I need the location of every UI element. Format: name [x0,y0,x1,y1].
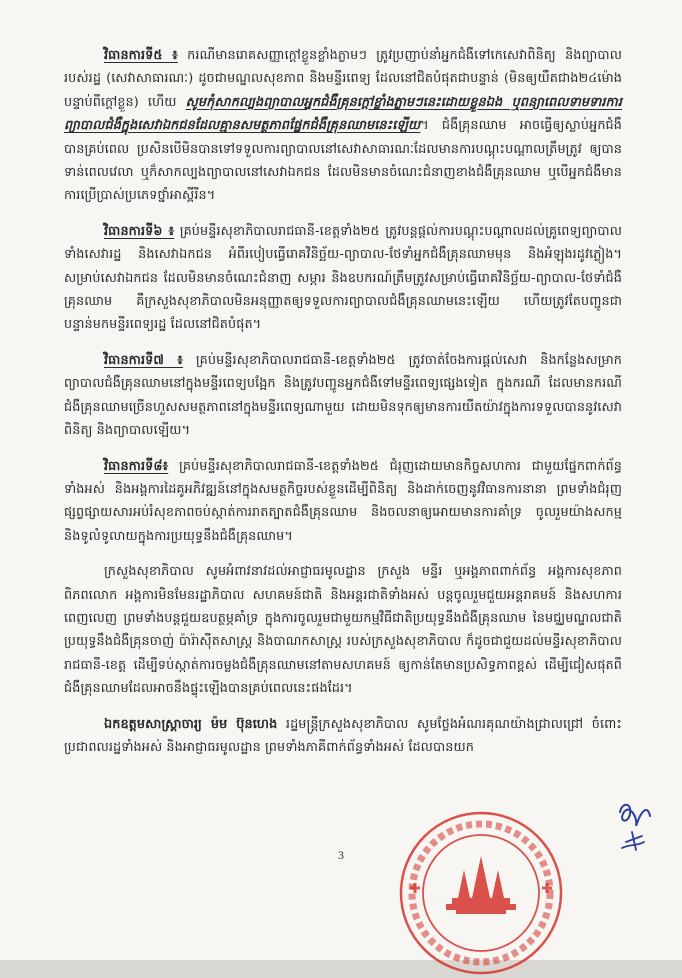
paragraph-measure-6 [64,220,622,337]
measure-6-heading: វិធានការទី៦ ៖ [104,223,175,239]
paragraph-measure-7 [64,349,622,443]
measure-7-heading: វិធានការទី៧ ៖ [104,352,183,368]
ministry-seal-stamp [396,808,566,978]
appeal-text: ក្រសួងសុខាភិបាល សូមអំពាវនាវដល់អាជ្ញាធរមូលដ្ឋាន ក្រសួង មន្ទីរ ឬអង្គភាពពាក់ព័ន្ធ អង្គការសុខភាពពិភពលោក អង្គការមិនមែនរដ្ឋាភិបាល សហគមន៍ជាតិ និងអន្តរជាតិទាំងអស់ បន្តចូលរួមជួយអន្តរាគមន៍ និងសហការពេញលេញ ព្រមទាំងបន្តជួយឧបត្ថម្ភគាំទ្រ ក្នុងការចូលរួមជាមួយកម្មវិធីជាតិប្រយុទ្ធនឹងជំងឺគ្រុនឈាម នៃមជ្ឈមណ្ឌលជាតិប្រយុទ្ធនឹងជំងឺគ្រុនចាញ់ ប៉ារ៉ាស៊ីតសាស្ត្រ និងបាណកសាស្ត្រ របស់ក្រសួងសុខាភិបាល ក៏ដូចជាជួយដល់មន្ទីរសុខាភិបាលរាជធានី-ខេត្ត ដើម្បីទប់ស្កាត់ការចម្លងជំងឺគ្រុនឈាមនៅតាមសហគមន៍ ឲ្យកាន់តែមានប្រសិទ្ធភាពខ្ពស់ ដើម្បីជៀសផុតពីជំងឺគ្រុនឈាមដែលអាចនឹងផ្ទុះឡើងបានគ្រប់ពេលនេះផងដែរ។ [64,564,622,697]
paragraph-measure-8 [64,455,622,549]
measure-5-heading: វិធានការទី៥ ៖ [104,48,178,63]
measure-8-text: គ្រប់មន្ទីរសុខាភិបាលរាជធានី-ខេត្តទាំង២៥ ជំរុញដោយមានកិច្ចសហការ ជាមួយផ្នែកពាក់ព័ន្ធទាំងអស់ និងអង្គការដៃគូអភិវឌ្ឍន៍នៅក្នុងសមត្ថកិច្ចរបស់ខ្លួនដើម្បីពិនិត្យ និងដាក់ចេញនូវវិធានការនានា ព្រមទាំងជំរុញផ្សព្វផ្សាយសារអប់រំសុខភាពចប់ស្កាត់ការរាតត្បាតជំងឺគ្រុនឈាម និងចលនាឲ្យអោយមានការគាំទ្រ ចូលរួមយ៉ាងសកម្ម និងទូលំទូលាយក្នុងការប្រយុទ្ធនឹងជំងឺគ្រុនឈាម។ [64,458,622,544]
paragraph-measure-5 [64,44,622,208]
thanks-text: រដ្ឋមន្ត្រីក្រសួងសុខាភិបាល សូមថ្លែងអំណរគុណយ៉ាងជ្រាលជ្រៅ ចំពោះប្រជាពលរដ្ឋទាំងអស់ និងអាជ្ញាធរមូលដ្ឋាន ព្រមទាំងភាគីពាក់ព័ន្ធទាំងអស់ ដែលបានយក [64,716,623,755]
measure-6-text: គ្រប់មន្ទីរសុខាភិបាលរាជធានី-ខេត្តទាំង២៥ ត្រូវបន្តផ្តល់ការបណ្តុះបណ្តាលដល់គ្រូពេទ្យព្យាបាលទាំងសេវារដ្ឋ និងសេវាឯកជន អំពីរបៀបធ្វើរោគវិនិច្ឆ័យ-ព្យាបាល-ថែទាំអ្នកជំងឺគ្រុនឈាមមុន និងអំឡុងរដូវភ្លៀង។ សម្រាប់សេវាឯកជន ដែលមិនមានចំណេះជំនាញ សម្ភារ និងឧបករណ៍ត្រឹមត្រូវសម្រាប់ធ្វើរោគវិនិច្ឆ័យ-ព្យាបាល-ថែទាំជំងឺគ្រុនឈាម គឺក្រសួងសុខាភិបាលមិនអនុញ្ញាតឲ្យទទួលការព្យាបាលជំងឺគ្រុនឈាមនេះឡើយ ហើយត្រូវតែបញ្ជូនជាបន្ទាន់មកមន្ទីរពេទ្យរដ្ឋ ដែលនៅជិតបំផុត។ [64,223,622,333]
paragraph-thanks [64,713,622,760]
measure-8-heading: វិធានការទី៨៖ [104,458,169,474]
measure-5-text: ករណីមានរោគសញ្ញាក្តៅខ្លួនខ្លាំងភ្លាមៗ ត្រូវប្រញាប់នាំអ្នកជំងឺទៅកេសេវាពិនិត្យ និងព្យាបាលរបស់រដ្ឋ (សេវាសាធារណៈ) ដូចជាមណ្ឌលសុខភាព និងមន្ទីរពេទ្យ ដែលនៅជិតបំផុតជាបន្ទាន់ (មិនឲ្យយឺតជាង២៤ម៉ោង បន្ទាប់ពីក្តៅខ្លួន) ហើយ [64,48,622,110]
measure-7-text: គ្រប់មន្ទីរសុខាភិបាលរាជធានី-ខេត្តទាំង២៥ ត្រូវចាត់ចែងការផ្តល់សេវា និងកន្លែងសម្រាកព្យាបាលជំងឺគ្រុនឈាមនៅក្នុងមន្ទីរពេទ្យបង្អែក និងត្រូវបញ្ជូនអ្នកជំងឺទៅមន្ទីរពេទ្យផ្សេងទៀត ក្នុងករណី ដែលមានករណីជំងឺគ្រុនឈាមច្រើនហួសសមត្ថភាពនៅក្នុងមន្ទីរពេទ្យណាមួយ ដោយមិនទុកឲ្យមានការយឺតយ៉ាវក្នុងការទទួលបាននូវសេវាពិនិត្យ និងព្យាបាលឡើយ។ [64,352,623,439]
paragraph-appeal [64,560,622,700]
measure-5-emphasis: សូមកុំសាកល្បងព្យាបាលអ្នកជំងឺគ្រុនក្តៅខ្លាំងភ្លាមៗនេះដោយខ្លួនឯង ឬពន្យាពេលទាមទារការព្យាបាលជំងឺក្នុងសេវាឯកជនដែលគ្មានសមត្ថភាពផ្នែកជំងឺគ្រុនឈាមនេះឡើយ [64,94,623,134]
minister-name: ឯកឧត្តមសាស្ត្រាចារ្យ ម៉ម ប៊ុនហេង [104,716,278,732]
measure-5-tail: ។ ជំងឺគ្រុនឈាម អាចធ្វើឲ្យស្លាប់អ្នកជំងឺបានគ្រប់ពេល ប្រសិនបើមិនបានទៅទទួលការព្យាបាលនៅសេវាសាធារណៈដែលមានការបណ្តុះបណ្តាលត្រឹមត្រូវ ឲ្យបានទាន់ពេលវេលា ឬក៏សាកល្បងព្យាបាលនៅសេវាឯកជន ដែលមិនមានចំណេះជំនាញខាងជំងឺគ្រុនឈាម ឬបើអ្នកជំងឺមានការប្រើប្រាស់ប្រភេទថ្នាំអាស្ពីរីន។ [64,118,622,204]
handwritten-initials [612,798,660,858]
page-number: 3 [338,848,344,862]
